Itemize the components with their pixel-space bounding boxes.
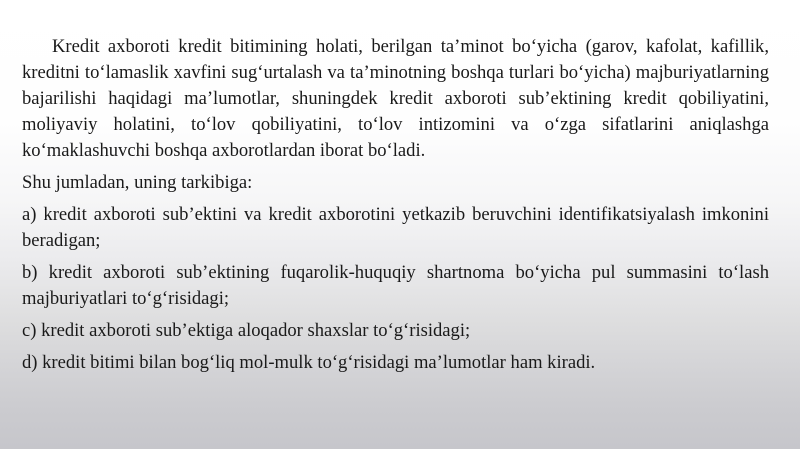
intro-paragraph: Kredit axboroti kredit bitimining holati, berilgan ta’minot bo‘yicha (garov, kafolat, kafillik, kreditni to‘lamaslik xavfini sug‘urtalash va ta’minotning boshqa turlari bo‘yicha) majburiyatlarning bajarilishi haqidagi ma’lumotlar, shuningdek kredit axboroti sub’ektining kredit qobiliyatini, moliyaviy holatini, to‘lov qobiliyatini, to‘lov intizomini va o‘zga sifatlarini aniqlashga ko‘maklashuvchi boshqa axborotlardan iborat bo‘ladi. — [22, 36, 769, 161]
list-item-d: d) kredit bitimi bilan bog‘liq mol-mulk to‘g‘risidagi ma’lumotlar ham kiradi. — [22, 352, 596, 373]
list-item-a: a) kredit axboroti sub’ektini va kredit axborotini yetkazib beruvchini identifikatsiyalash imkonini beradigan; — [22, 204, 769, 251]
list-item-b: b) kredit axboroti sub’ektining fuqarolik-huquqiy shartnoma bo‘yicha pul summasini to‘lash majburiyatlari to‘g‘risidagi; — [22, 262, 769, 309]
slide-content — [22, 34, 769, 382]
list-item-c: c) kredit axboroti sub’ektiga aloqador shaxslar to‘g‘risidagi; — [22, 320, 471, 341]
lead-paragraph: Shu jumladan, uning tarkibiga: — [22, 172, 253, 193]
